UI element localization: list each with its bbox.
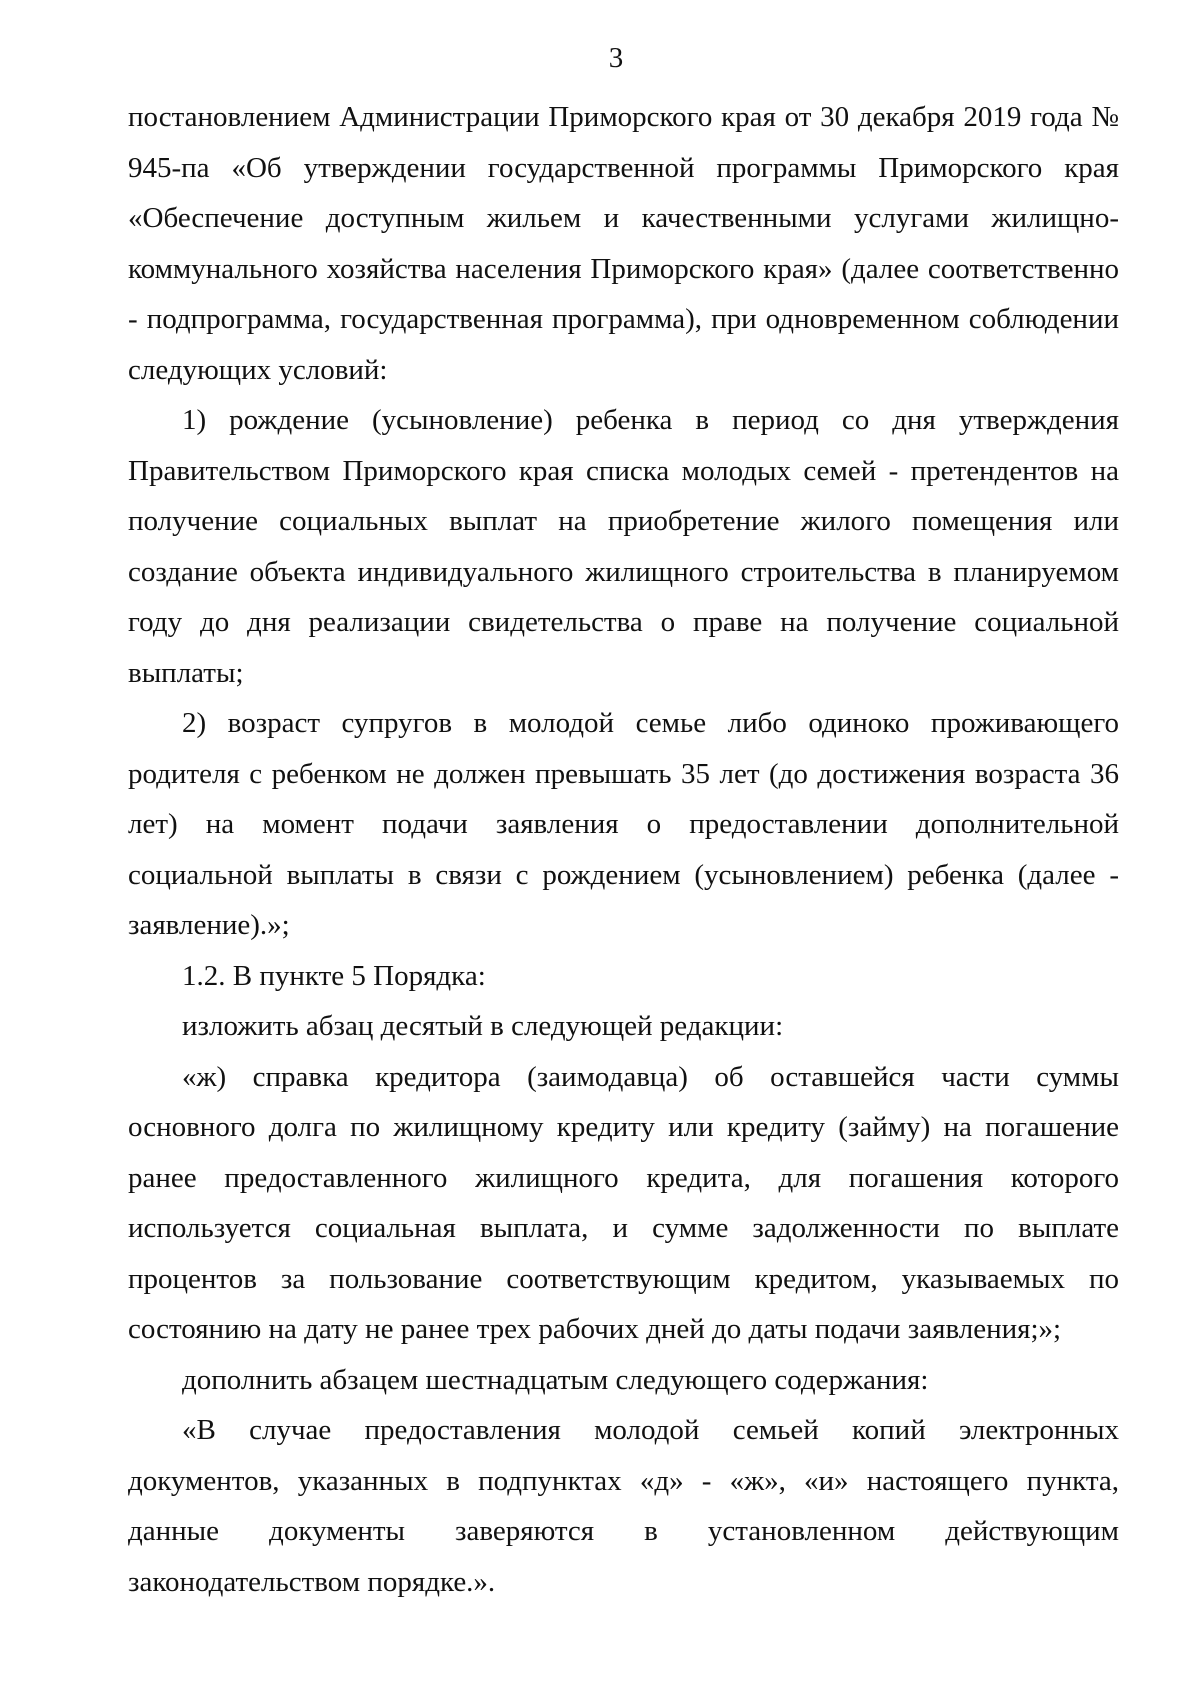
document-body (128, 92, 1119, 1607)
paragraph-continuation: постановлением Администрации Приморского края от 30 декабря 2019 года № 945-па «Об утверждении государственной программы Приморского края «Обеспечение доступным жильем и качественными услугами жилищно-коммунального хозяйства населения Приморского края» (далее соответственно - подпрограмма, государственная программа), при одновременном соблюдении следующих условий: (128, 101, 1119, 386)
paragraph-add-sixteenth: дополнить абзацем шестнадцатым следующего содержания: (182, 1363, 929, 1396)
paragraph-electronic-docs: «В случае предоставления молодой семьей копий электронных документов, указанных в подпунктах «д» - «ж», «и» настоящего пункта, данные документы заверяются в установленном действующим законодательством порядке.». (128, 1414, 1119, 1598)
paragraph-item-zh: «ж) справка кредитора (заимодавца) об оставшейся части суммы основного долга по жилищному кредиту или кредиту (займу) на погашение ранее предоставленного жилищного кредита, для погашения которого используется социальная выплата, и сумме задолженности по выплате процентов за пользование соответствующим кредитом, указываемых по состоянию на дату не ранее трех рабочих дней до даты подачи заявления;»; (128, 1060, 1119, 1345)
paragraph-condition-2: 2) возраст супругов в молодой семье либо одиноко проживающего родителя с ребенком не должен превышать 35 лет (до достижения возраста 36 лет) на момент подачи заявления о предоставлении дополнительной социальной выплаты в связи с рождением (усыновлением) ребенка (далее - заявление).»; (128, 707, 1119, 941)
paragraph-amend-tenth: изложить абзац десятый в следующей редакции: (182, 1010, 784, 1042)
paragraph-condition-1: 1) рождение (усыновление) ребенка в период со дня утверждения Правительством Приморского края списка молодых семей - претендентов на получение социальных выплат на приобретение жилого помещения или создание объекта индивидуального жилищного строительства в планируемом году до дня реализации свидетельства о праве на получение социальной выплаты; (128, 404, 1119, 689)
paragraph-section-1-2: 1.2. В пункте 5 Порядка: (182, 959, 486, 992)
page-number: 3 (608, 42, 624, 74)
